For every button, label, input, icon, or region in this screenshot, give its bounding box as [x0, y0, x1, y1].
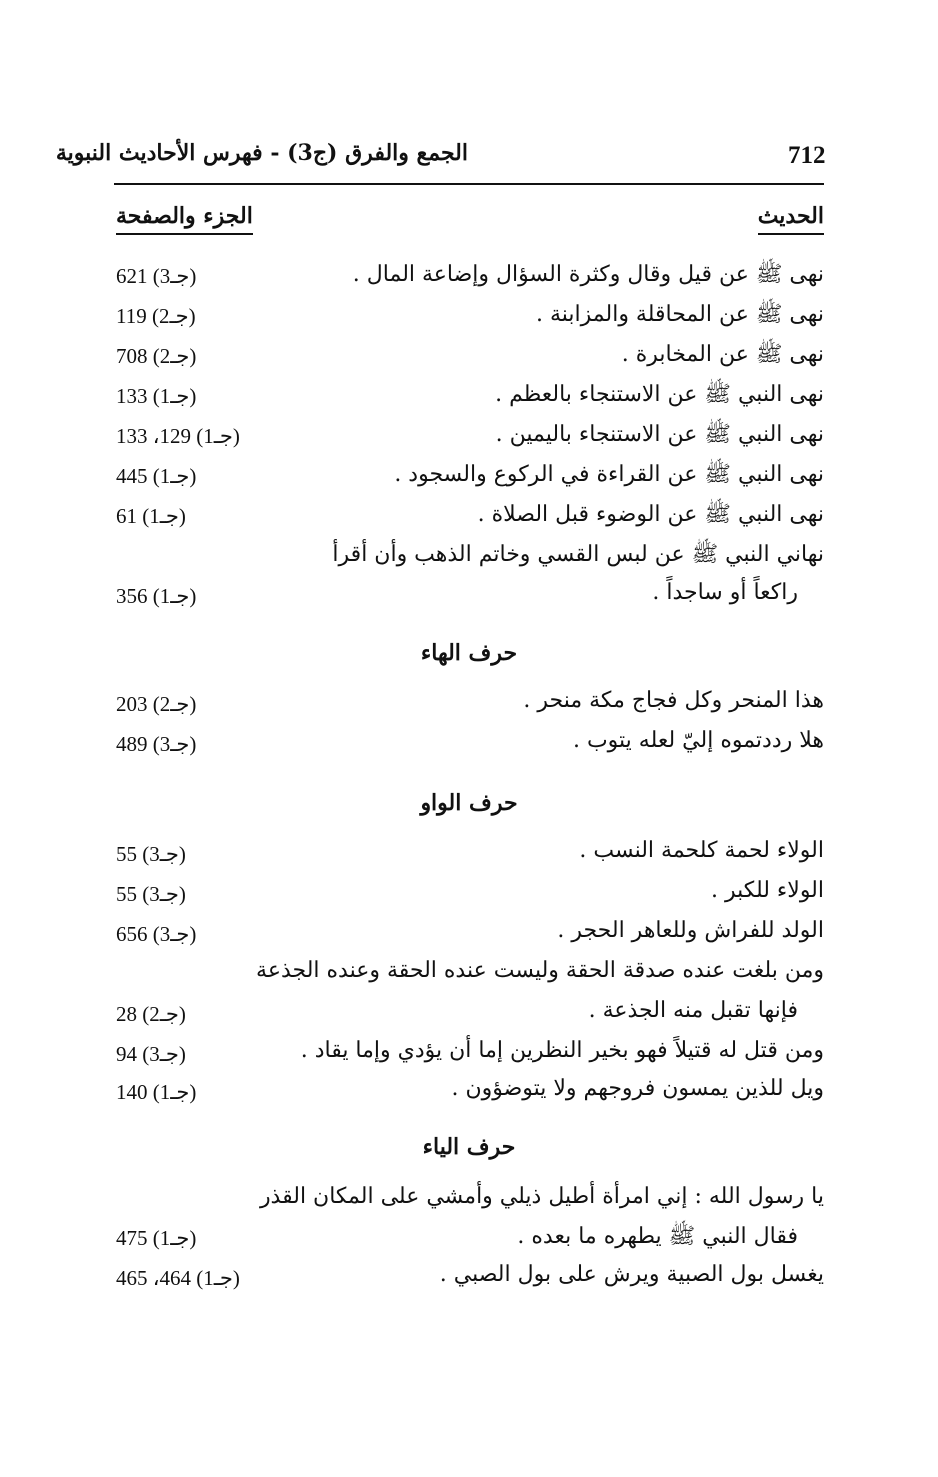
- hadith-text: يا رسول الله : إني امرأة أطيل ذيلي وأمشي على المكان القذر: [259, 1184, 824, 1209]
- hadith-text: نهى ﷺ عن المخابرة .: [621, 342, 824, 367]
- hadith-text: الولاء لحمة كلحمة النسب .: [579, 838, 824, 863]
- hadith-text: نهى النبي ﷺ عن الاستنجاء بالعظم .: [495, 382, 824, 407]
- hadith-text-continuation: فقال النبي ﷺ يطهره ما بعده .: [517, 1224, 798, 1249]
- hadith-reference: 445 (جـ1): [116, 464, 197, 488]
- hadith-text-continuation: فإنها تقبل منه الجذعة .: [588, 998, 798, 1023]
- hadith-reference: 133 ،129 (جـ1): [116, 424, 240, 448]
- hadith-text: نهاني النبي ﷺ عن لبس القسي وخاتم الذهب وأن أقرأ: [332, 542, 824, 567]
- page-number: 712: [788, 142, 826, 169]
- section-title-waw: حرف الواو: [420, 790, 518, 816]
- column-header-reference: الجزء والصفحة: [116, 203, 253, 235]
- hadith-text: نهى النبي ﷺ عن القراءة في الركوع والسجود .: [394, 462, 824, 487]
- hadith-text: ويل للذين يمسون فروجهم ولا يتوضؤون .: [451, 1076, 824, 1101]
- hadith-text: ومن بلغت عنده صدقة الحقة وليست عنده الحقة وعنده الجذعة: [256, 958, 824, 983]
- hadith-reference: 28 (جـ2): [116, 1002, 186, 1026]
- hadith-text: نهى النبي ﷺ عن الوضوء قبل الصلاة .: [477, 502, 824, 527]
- hadith-text: نهى النبي ﷺ عن الاستنجاء باليمين .: [495, 422, 824, 447]
- hadith-reference: 489 (جـ3): [116, 732, 197, 756]
- hadith-reference: 119 (جـ2): [116, 304, 196, 328]
- hadith-text: الولد للفراش وللعاهر الحجر .: [557, 918, 824, 943]
- hadith-reference: 133 (جـ1): [116, 384, 197, 408]
- running-title: الجمع والفرق (ج3) - فهرس الأحاديث النبوية: [55, 140, 468, 166]
- hadith-reference: 61 (جـ1): [116, 504, 186, 528]
- section-title-ya: حرف الياء: [422, 1134, 516, 1160]
- hadith-reference: 55 (جـ3): [116, 882, 186, 906]
- section-title-ha: حرف الهاء: [420, 640, 518, 666]
- hadith-reference: 356 (جـ1): [116, 584, 197, 608]
- hadith-reference: 475 (جـ1): [116, 1226, 197, 1250]
- hadith-text-continuation: راكعاً أو ساجداً .: [652, 580, 798, 605]
- hadith-reference: 708 (جـ2): [116, 344, 197, 368]
- hadith-text: الولاء للكبر .: [711, 878, 824, 903]
- hadith-text: هذا المنحر وكل فجاج مكة منحر .: [523, 688, 824, 713]
- hadith-text: نهى ﷺ عن المحاقلة والمزابنة .: [535, 302, 824, 327]
- hadith-text: نهى ﷺ عن قيل وقال وكثرة السؤال وإضاعة المال .: [352, 262, 824, 287]
- hadith-reference: 94 (جـ3): [116, 1042, 186, 1066]
- hadith-reference: 140 (جـ1): [116, 1080, 197, 1104]
- hadith-reference: 465 ،464 (جـ1): [116, 1266, 240, 1290]
- header-rule: [114, 183, 824, 185]
- hadith-text: ومن قتل له قتيلاً فهو بخير النظرين إما أن يؤدي وإما يقاد .: [300, 1038, 824, 1063]
- column-header-hadith: الحديث: [758, 203, 824, 235]
- hadith-text: يغسل بول الصبية ويرش على بول الصبي .: [439, 1262, 824, 1287]
- hadith-reference: 55 (جـ3): [116, 842, 186, 866]
- hadith-text: هلا رددتموه إليّ لعله يتوب .: [572, 728, 824, 753]
- hadith-reference: 621 (جـ3): [116, 264, 197, 288]
- hadith-reference: 656 (جـ3): [116, 922, 197, 946]
- hadith-reference: 203 (جـ2): [116, 692, 197, 716]
